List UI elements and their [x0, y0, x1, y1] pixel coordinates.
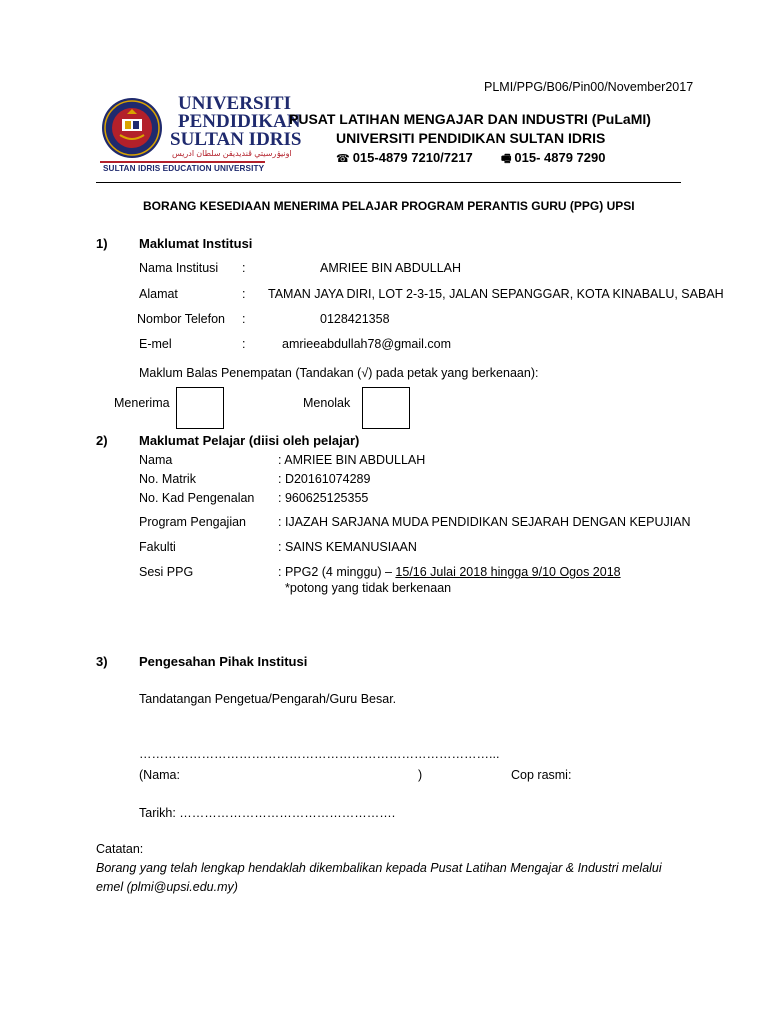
notes-line1: Borang yang telah lengkap hendaklah dikembalikan kepada Pusat Latihan Mengajar & Industri melalui	[96, 861, 662, 875]
accept-checkbox[interactable]	[176, 387, 224, 429]
label-matric: No. Matrik	[139, 472, 196, 486]
value-ic: : 960625125355	[278, 491, 369, 505]
label-phone: Nombor Telefon	[137, 312, 226, 326]
value-email: amrieeabdullah78@gmail.com	[282, 337, 452, 351]
logo-english-name: SULTAN IDRIS EDUCATION UNIVERSITY	[103, 164, 265, 173]
value-session: : PPG2 (4 minggu) – 15/16 Julai 2018 hingga 9/10 Ogos 2018	[278, 565, 621, 579]
signature-line[interactable]: …………………………………………………………………………...	[139, 747, 500, 761]
section1-number: 1)	[96, 236, 108, 251]
section2-number: 2)	[96, 433, 108, 448]
value-phone: 0128421358	[320, 312, 390, 326]
form-title: BORANG KESEDIAAN MENERIMA PELAJAR PROGRAM PERANTIS GURU (PPG) UPSI	[143, 199, 635, 213]
section1-title: Maklumat Institusi	[139, 236, 253, 251]
notes-title: Catatan:	[96, 842, 144, 856]
header-line1: PUSAT LATIHAN MENGAJAR DAN INDUSTRI (PuLaMI)	[289, 111, 651, 127]
label-session: Sesi PPG	[139, 565, 194, 579]
signature-label: Tandatangan Pengetua/Pengarah/Guru Besar.	[139, 692, 397, 706]
sep-email: :	[242, 337, 246, 351]
logo-name-line3: SULTAN IDRIS	[170, 129, 302, 150]
sep-phone: :	[242, 312, 246, 326]
label-ic: No. Kad Pengenalan	[139, 491, 255, 505]
logo-name-line1: UNIVERSITI	[178, 93, 291, 114]
fax-icon: 🖷	[501, 153, 512, 165]
logo-name-line2: PENDIDIKAN	[178, 111, 301, 132]
section3-title: Pengesahan Pihak Institusi	[139, 654, 308, 669]
reject-label: Menolak	[303, 396, 351, 410]
phone-icon: ☎	[336, 153, 350, 165]
value-student-name: : AMRIEE BIN ABDULLAH	[278, 453, 426, 467]
reject-checkbox[interactable]	[362, 387, 410, 429]
value-address: TAMAN JAYA DIRI, LOT 2-3-15, JALAN SEPANGGAR, KOTA KINABALU, SABAH	[268, 287, 724, 301]
accept-label: Menerima	[114, 396, 170, 410]
session-note: *potong yang tidak berkenaan	[285, 581, 452, 595]
stamp-label: Cop rasmi:	[511, 768, 572, 782]
section3-number: 3)	[96, 654, 108, 669]
value-faculty: : SAINS KEMANUSIAAN	[278, 540, 417, 554]
section2-title: Maklumat Pelajar (diisi oleh pelajar)	[139, 433, 360, 448]
value-matric: : D20161074289	[278, 472, 371, 486]
label-student-name: Nama	[139, 453, 173, 467]
label-email: E-mel	[139, 337, 172, 351]
header-phone: ☎ 015-4879 7210/7217	[336, 150, 473, 165]
name-close: )	[418, 768, 423, 782]
label-program: Program Pengajian	[139, 515, 247, 529]
university-logo	[100, 93, 302, 173]
session-dates: 15/16 Julai 2018 hingga 9/10 Ogos 2018	[395, 565, 621, 579]
value-program: : IJAZAH SARJANA MUDA PENDIDIKAN SEJARAH DENGAN KEPUJIAN	[278, 515, 691, 529]
header-divider	[96, 182, 681, 183]
notes-line2: emel (plmi@upsi.edu.my)	[96, 880, 238, 894]
reference-code: PLMI/PPG/B06/Pin00/November2017	[484, 80, 694, 94]
date-field[interactable]: Tarikh: …………………………………………….	[139, 806, 396, 820]
label-faculty: Fakulti	[139, 540, 176, 554]
sep-address: :	[242, 287, 246, 301]
header-line2: UNIVERSITI PENDIDIKAN SULTAN IDRIS	[336, 130, 606, 146]
value-institution-name: AMRIEE BIN ABDULLAH	[320, 261, 462, 275]
sep-institution-name: :	[242, 261, 246, 275]
label-institution-name: Nama Institusi	[139, 261, 219, 275]
logo-jawi-text: اونيۏرسيتي ڤنديديقن سلطان ادريس	[172, 149, 292, 158]
placement-prompt: Maklum Balas Penempatan (Tandakan (√) pada petak yang berkenaan):	[139, 366, 539, 380]
label-address: Alamat	[139, 287, 178, 301]
name-open: (Nama:	[139, 768, 180, 782]
header-fax: 🖷 015- 4879 7290	[501, 150, 606, 165]
